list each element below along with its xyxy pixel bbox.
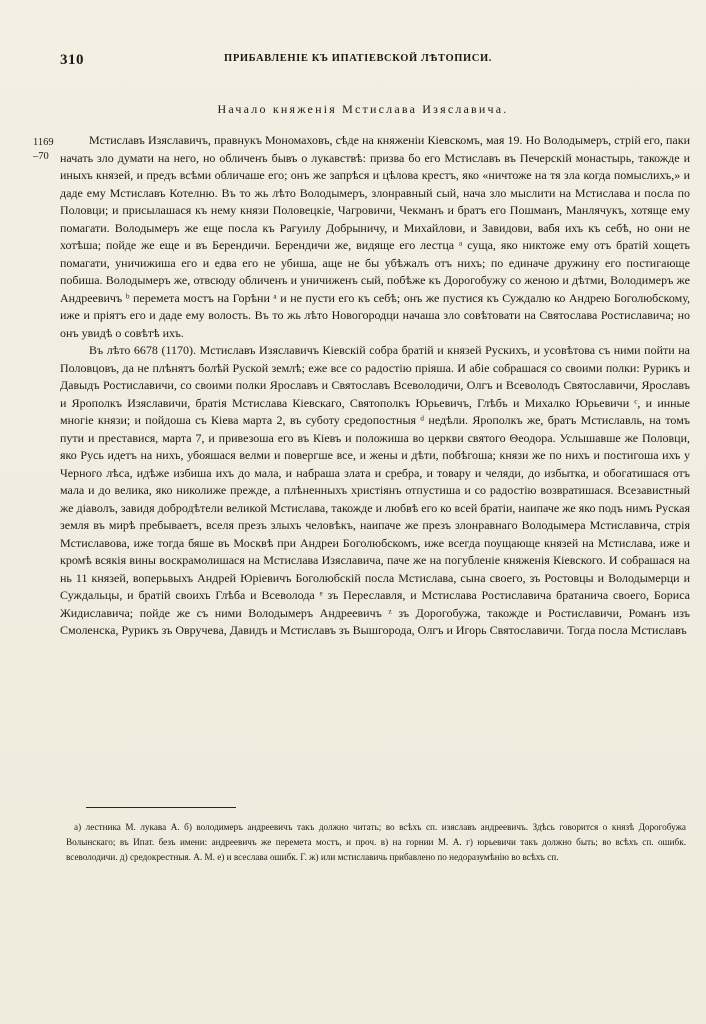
margin-year-start: 1169 <box>33 137 54 148</box>
chapter-title: Начало княженія Мстислава Изяславича. <box>217 102 509 116</box>
page-number: 310 <box>60 52 84 68</box>
body-text <box>60 132 690 640</box>
footnote-divider <box>86 807 236 808</box>
paragraph: Мстиславъ Изяславичъ, правнукъ Мономаховъ, сѣде на княженіи Кіевскомъ, мая 19. Но Володымеръ, стрій его, паки начать зло думати на него, но обличенъ бывъ о лукавствѣ: призва бо его Мстиславъ въ Печерскій монастырь, такожде и иныхъ князей, и предъ всѣми обличаше его; онъ же запрѣся и цѣлова крестъ, яко «ничтоже на тя зла когда помыслихъ,» и даде ему Мстиславъ Котелню. Въ то жь лѣто Володымеръ, злонравный сый, нача зло мыслити на Мстислава и посла по Половци; и присылашася къ нему князи Половецкіе, Чагровичи, Чекманъ и братъ его Пошманъ, Манлячукъ, хотяще ему помагати. Володымеръ же еще посла къ Рагуилу Добрыничу, и Михайлови, и Завидови, вабя ихъ къ себѣ, но они не хотѣша; пойде же еще и въ Берендичи. Берендичи же, видяще его лестца ᵃ суща, яко никтоже ему отъ братій хощеть помагати, уничижиша его и едва его не убиша, аще не бы убѣжалъ отъ нихъ; по единаче дружину его постигающе побиша. Володымеръ же, отвсюду обличенъ и уничиженъ сый, побѣже къ Дорогобужу со женою и дѣтми, Володимеръ же Андреевичъ ᵇ перемета мостъ на Горѣни ᵃ и не пусти его къ себѣ; онъ же пустися къ Суждалю ко Андрею Боголюбскому, иже и пріятъ его и даде ему волость. Въ то жь лѣто Новогородци начаша зло совѣтовати на Святослава Ростиславича; но онъ увидѣ о совѣтѣ ихъ. <box>60 133 690 340</box>
running-head: ПРИБАВЛЕНІЕ КЪ ИПАТІЕВСКОЙ ЛѢТОПИСИ. <box>224 53 492 64</box>
page-header <box>60 52 656 72</box>
margin-year-end: –70 <box>33 151 49 162</box>
footnotes <box>66 820 686 865</box>
footnote-text: а) лестника М. лукава А. б) володимеръ андреевичъ такъ должно читать; во всѣхъ сп. изяславъ андреевичъ. Здѣсь говорится о князѣ Дорогобужа Волынскаго; въ Ипат. безъ имени: андреевичъ же перемета мостъ, и проч. в) на горнии М. А. г) юрьевичи такъ должно быть; во всѣхъ сп. ошибк. всеволодичи. д) средокрестныя. А. М. е) и всеслава ошибк. Г. ж) или мстиславичь прибавлено по недоразумѣнію во всѣхъ сп. <box>66 822 686 862</box>
margin-year <box>33 136 54 164</box>
paragraph: Въ лѣто 6678 (1170). Мстиславъ Изяславичъ Кіевскій собра братій и князей Рускихъ, и усовѣтова съ ними пойти на Половцовъ, да не плѣнятъ болѣй Руской землѣ; еже все со радостію пріяша. И абіе собрашася со своими полки: Рурикъ и Давыдъ Ростиславичи, со своими полки Ярославъ и Святославъ Всеволодичи, Олгъ и Всеволодъ Святославичи, Ярославъ и Ярополкъ Изяславичи, братія Мстислава Кіевскаго, Святополкъ Юрьевичъ, Глѣбъ и Михалко Юрьевичи ᶜ, и инные многіе князи; и пойдоша съ Кіева марта 2, въ суботу средопостныя ᵈ недѣли. Ярополкъ же, братъ Мстиславль, на томъ пути и преставися, марта 7, и привезоша его въ Кіевъ и положиша во церкви святого Θеодора. Услышавше же Половци, яко Русь идетъ на нихъ, убояшася велми и повергше все, и жены и дѣти, побѣгоша; князи же по нихъ и постигоша ихъ у Черного лѣса, идѣже избиша ихъ до мала, и набраша злата и сребра, и товару и челяди, до избытка, и обогатишася отъ мала и до велика, яко николиже прежде, а плѣненныхъ христіянъ отпустиша и со радостію возвратишася. Всезавистный же діаволъ, завидя добродѣтели великой Мстислава, такожде и любвѣ его ко всей братіи, наипаче же яко подъ нимъ Руская земля въ мирѣ пребываетъ, вселя презъ злыхъ человѣкъ, наипаче же презъ злонравнаго Володымера Мстиславича, стрія Мстиславова, иже тогда бяше въ Москвѣ при Андреи Боголюбскомъ, иже всегда поущающе князей на Мстислава, иже и кромѣ всякія вины воскрамолишася на Мстислава Изяславича, паче же на погубленіе княженія Кіевского. И собрашася на нь 11 князей, воперьвыхъ Андрей Юріевичъ Боголюбскій посла Мстислава, сына своего, зъ Ростовцы и Володымерци и Суждальцы, и братій своихъ Глѣба и Всеволода ᵉ зъ Переславля, и Мстислава Ростиславича братанича своего, Бориса Жидиславича; пойде же съ ними Володымеръ Андреевичъ ᶻ зъ Дорогобужа, такожде и Ростиславичи, Романъ изъ Смоленска, Рурикъ зъ Овручева, Давидъ и Мстиславъ зъ Вышгорода, Олгъ и Игорь Святославичи. Тогда посла Мстиславъ <box>60 343 690 637</box>
